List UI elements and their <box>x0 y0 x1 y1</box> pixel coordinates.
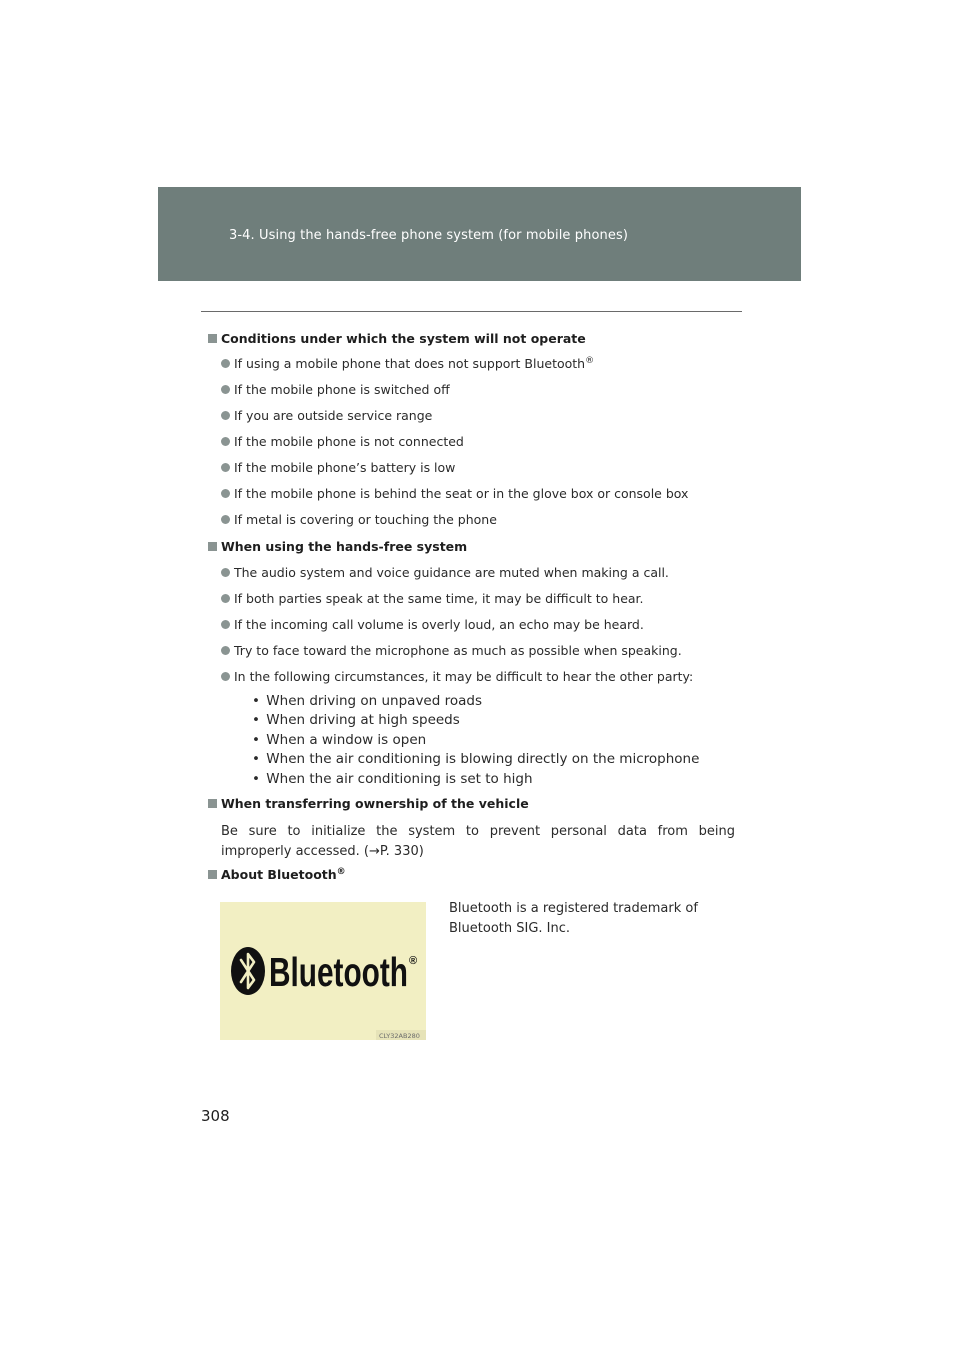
round-bullet-icon <box>221 620 230 629</box>
round-bullet-icon <box>221 411 230 420</box>
round-bullet-icon <box>221 463 230 472</box>
list-item: If metal is covering or touching the phone <box>221 512 497 532</box>
bluetooth-wordmark: Bluetooth <box>269 949 408 995</box>
list-item: Try to face toward the microphone as much as possible when speaking. <box>221 643 682 663</box>
round-bullet-icon <box>221 385 230 394</box>
sub-list-item: • When driving on unpaved roads <box>252 693 482 709</box>
round-bullet-icon <box>221 672 230 681</box>
image-code: CLY32AB280 <box>379 1032 420 1040</box>
square-bullet-icon <box>208 799 217 808</box>
list-item: If the mobile phone is not connected <box>221 434 464 454</box>
sub-list-item: • When a window is open <box>252 732 427 748</box>
registered-mark: ® <box>336 866 346 877</box>
list-item: If the incoming call volume is overly loud, an echo may be heard. <box>221 617 644 637</box>
list-item: In the following circumstances, it may be difficult to hear the other party: <box>221 669 693 689</box>
ownership-paragraph: Be sure to initialize the system to prevent personal data from being improperly accessed. (→P. 330) <box>221 824 735 859</box>
section-heading-about-bluetooth: About Bluetooth® <box>208 867 346 887</box>
bluetooth-trademark-caption: Bluetooth is a registered trademark of Bluetooth SIG. Inc. <box>449 901 698 936</box>
round-bullet-icon <box>221 489 230 498</box>
list-item: If the mobile phone is behind the seat or in the glove box or console box <box>221 486 688 506</box>
sub-list-item: • When the air conditioning is blowing directly on the microphone <box>252 751 700 767</box>
sub-list-item: • When the air conditioning is set to high <box>252 771 533 787</box>
section-heading-not-operate: Conditions under which the system will not operate <box>208 331 586 351</box>
bluetooth-icon <box>231 947 265 995</box>
registered-mark: ® <box>585 355 595 366</box>
list-item: If both parties speak at the same time, it may be difficult to hear. <box>221 591 644 611</box>
section-divider <box>201 311 742 312</box>
square-bullet-icon <box>208 870 217 879</box>
round-bullet-icon <box>221 568 230 577</box>
round-bullet-icon <box>221 437 230 446</box>
round-bullet-icon <box>221 594 230 603</box>
square-bullet-icon <box>208 334 217 343</box>
round-bullet-icon <box>221 359 230 368</box>
section-heading-hands-free: When using the hands-free system <box>208 539 467 559</box>
round-bullet-icon <box>221 515 230 524</box>
square-bullet-icon <box>208 542 217 551</box>
round-bullet-icon <box>221 646 230 655</box>
chapter-header-title: 3-4. Using the hands-free phone system (for mobile phones) <box>229 228 628 243</box>
list-item: If you are outside service range <box>221 408 432 428</box>
list-item: If the mobile phone’s battery is low <box>221 460 455 480</box>
list-item: If the mobile phone is switched off <box>221 382 450 402</box>
bluetooth-logo-image <box>220 902 426 1040</box>
section-heading-ownership: When transferring ownership of the vehicle <box>208 796 529 816</box>
list-item: If using a mobile phone that does not support Bluetooth® <box>221 356 594 376</box>
bluetooth-wordmark-registered: ® <box>409 955 418 967</box>
sub-list-item: • When driving at high speeds <box>252 712 460 728</box>
list-item: The audio system and voice guidance are muted when making a call. <box>221 565 669 585</box>
page-number: 308 <box>201 1107 230 1125</box>
bluetooth-logo-svg <box>220 902 426 1040</box>
